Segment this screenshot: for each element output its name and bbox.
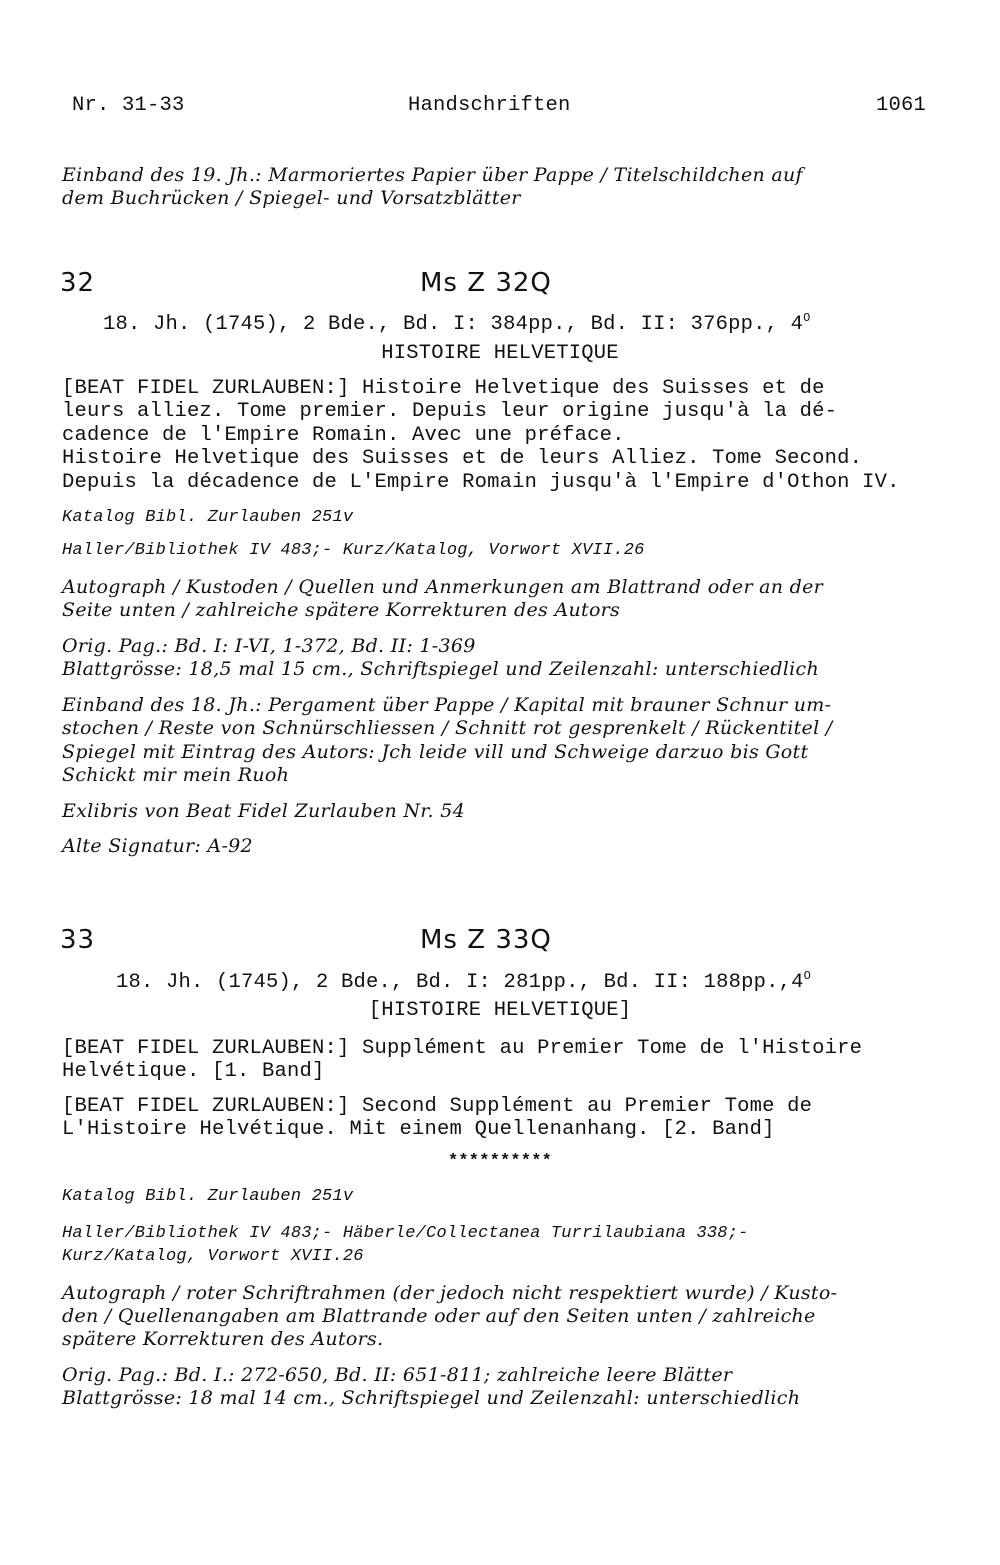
prev-binding-line: dem Buchrücken / Spiegel- und Vorsatzblätter [62, 187, 521, 209]
entry-meta [116, 965, 811, 994]
autograph-line: Seite unten / zahlreiche spätere Korrekturen des Autors [62, 599, 621, 621]
content-line: [BEAT FIDEL ZURLAUBEN:] Histoire Helvetique des Suisses et de [62, 377, 825, 400]
binding-line: Einband des 18. Jh.: Pergament über Pappe / Kapital mit brauner Schnur um- [62, 694, 832, 716]
header-range: Nr. 31-33 [72, 94, 185, 117]
content-line: leurs alliez. Tome premier. Depuis leur origine jusqu'à la dé- [62, 400, 838, 423]
old-signature: Alte Signatur: A-92 [62, 835, 253, 857]
page-number: 1061 [876, 94, 927, 117]
binding-line: stochen / Reste von Schnürschliessen / Schnitt rot gesprenkelt / Rückentitel / [62, 717, 833, 739]
content-line: [BEAT FIDEL ZURLAUBEN:] Supplément au Premier Tome de l'Histoire [62, 1037, 863, 1060]
content-line: Histoire Helvetique des Suisses et de leurs Alliez. Tome Second. [62, 447, 863, 470]
pagination: Orig. Pag.: Bd. I.: 272-650, Bd. II: 651-811; zahlreiche leere Blätter [62, 1364, 733, 1386]
haller-ref: Haller/Bibliothek IV 483;- Kurz/Katalog, Vorwort XVII.26 [62, 541, 645, 560]
separator: ********** [447, 1152, 553, 1171]
entry-number: 32 [60, 268, 96, 298]
pagination: Orig. Pag.: Bd. I: I-VI, 1-372, Bd. II: 1-369 [62, 635, 476, 657]
autograph-line: Autograph / roter Schriftrahmen (der jedoch nicht respektiert wurde) / Kusto- [62, 1282, 838, 1304]
autograph-line: spätere Korrekturen des Autors. [62, 1328, 384, 1350]
haller-ref: Haller/Bibliothek IV 483;- Häberle/Collectanea Turrilaubiana 338;- [62, 1224, 749, 1243]
haller-ref: Kurz/Katalog, Vorwort XVII.26 [62, 1247, 364, 1266]
binding-line: Spiegel mit Eintrag des Autors: Jch leide vill und Schweige darzuo bis Gott [62, 741, 809, 763]
katalog-ref: Katalog Bibl. Zurlauben 251v [62, 508, 354, 527]
content-line: L'Histoire Helvétique. Mit einem Quellenanhang. [2. Band] [62, 1118, 775, 1141]
entry-number: 33 [60, 925, 96, 955]
format-superscript: O [803, 969, 812, 983]
content-line: [BEAT FIDEL ZURLAUBEN:] Second Supplément au Premier Tome de [62, 1095, 813, 1118]
prev-binding-line: Einband des 19. Jh.: Marmoriertes Papier über Pappe / Titelschildchen auf [62, 164, 803, 186]
autograph-line: den / Quellenangaben am Blattrande oder auf den Seiten unten / zahlreiche [62, 1305, 816, 1327]
shelfmark: Ms Z 32Q [420, 268, 552, 298]
binding-line: Schickt mir mein Ruoh [62, 764, 290, 786]
format-superscript: O [803, 311, 811, 325]
shelfmark: Ms Z 33Q [420, 925, 552, 955]
entry-title: [HISTOIRE HELVETIQUE] [368, 999, 632, 1022]
content-line: Depuis la décadence de L'Empire Romain jusqu'à l'Empire d'Othon IV. [62, 471, 900, 494]
content-line: cadence de l'Empire Romain. Avec une préface. [62, 424, 625, 447]
autograph-line: Autograph / Kustoden / Quellen und Anmerkungen am Blattrand oder an der [62, 576, 824, 598]
leaf-size: Blattgrösse: 18 mal 14 cm., Schriftspiegel und Zeilenzahl: unterschiedlich [62, 1387, 801, 1409]
exlibris: Exlibris von Beat Fidel Zurlauben Nr. 54 [62, 800, 466, 822]
content-line: Helvétique. [1. Band] [62, 1060, 325, 1083]
entry-meta-text: 18. Jh. (1745), 2 Bde., Bd. I: 384pp., Bd. II: 376pp., 4 [103, 312, 804, 336]
entry-meta [103, 307, 811, 336]
entry-title: HISTOIRE HELVETIQUE [381, 342, 619, 365]
katalog-ref: Katalog Bibl. Zurlauben 251v [62, 1187, 354, 1206]
header-title: Handschriften [408, 94, 571, 117]
leaf-size: Blattgrösse: 18,5 mal 15 cm., Schriftspiegel und Zeilenzahl: unterschiedlich [62, 658, 820, 680]
entry-meta-text: 18. Jh. (1745), 2 Bde., Bd. I: 281pp., Bd. II: 188pp.,4 [116, 970, 804, 994]
